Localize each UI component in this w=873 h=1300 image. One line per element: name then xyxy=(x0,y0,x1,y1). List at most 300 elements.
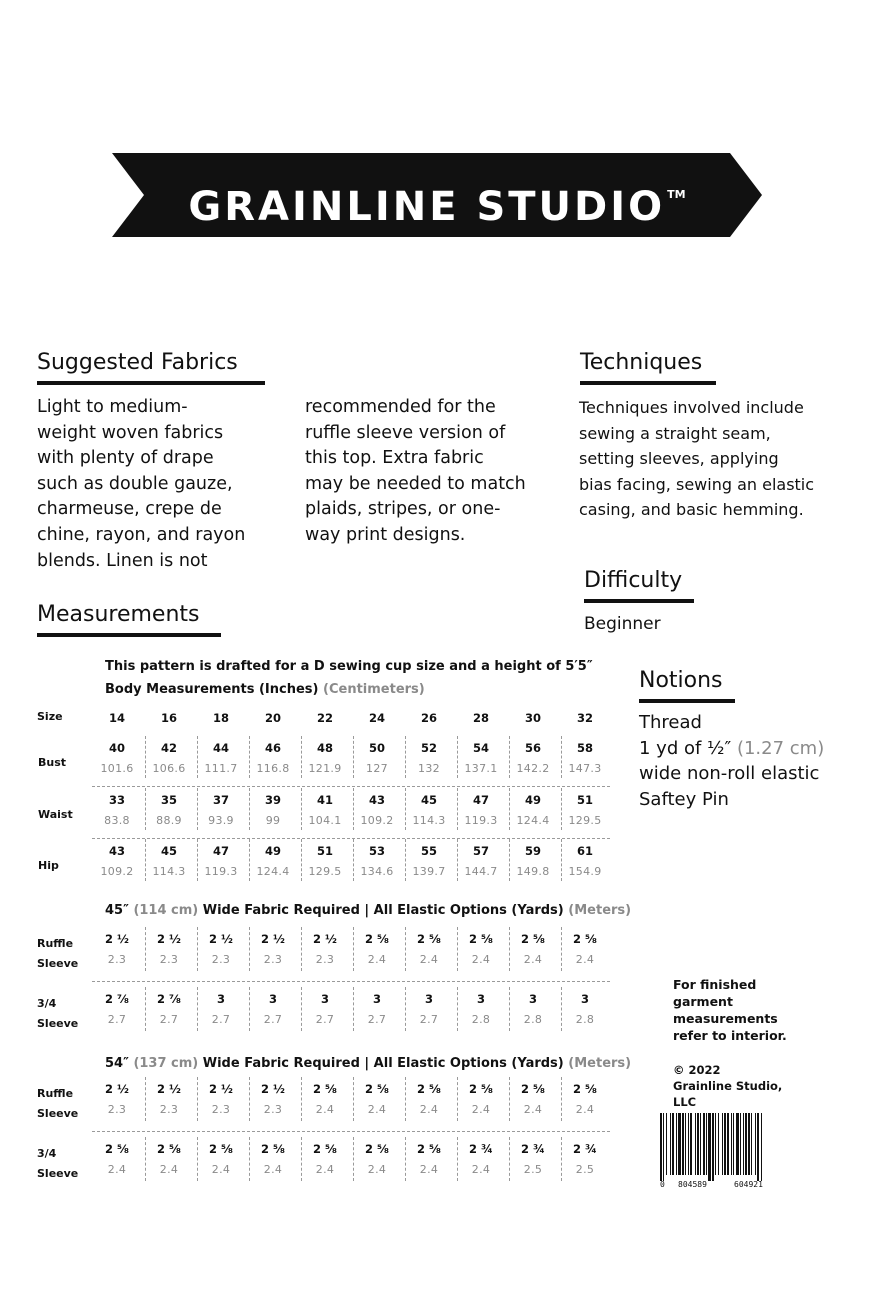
text-line: such as double gauze, xyxy=(37,473,233,494)
column-divider xyxy=(561,987,562,1031)
meter-cell: 2.7 xyxy=(211,1013,231,1026)
yard-cell: 2 ¾ xyxy=(521,1142,545,1156)
body-measurements-title xyxy=(105,682,425,697)
copyright-line: © 2022 xyxy=(673,1063,721,1077)
text-line: charmeuse, crepe de xyxy=(37,499,222,520)
cm-cell: 127 xyxy=(366,762,388,775)
cm-cell: 121.9 xyxy=(308,762,342,775)
barcode-bar xyxy=(663,1113,664,1181)
barcode-bar xyxy=(690,1113,692,1175)
cm-cell: 93.9 xyxy=(208,814,234,827)
barcode-bar xyxy=(745,1113,747,1175)
meter-cell: 2.8 xyxy=(575,1013,595,1026)
yard-cell: 2 ⅝ xyxy=(365,1082,389,1096)
meter-cell: 2.4 xyxy=(315,1103,335,1116)
barcode-bar xyxy=(743,1113,744,1175)
barcode-bar xyxy=(678,1113,681,1175)
inch-cell: 46 xyxy=(264,741,281,755)
meter-cell: 2.3 xyxy=(159,953,179,966)
inch-cell: 53 xyxy=(368,844,385,858)
inch-cell: 48 xyxy=(316,741,333,755)
yard-cell: 3 xyxy=(580,992,589,1006)
measurements-heading: Measurements xyxy=(37,602,221,637)
column-divider xyxy=(145,839,146,881)
column-divider xyxy=(145,1137,146,1181)
meter-cell: 2.3 xyxy=(107,1103,127,1116)
row-label-bust: Bust xyxy=(38,756,67,769)
yard-cell: 2 ½ xyxy=(157,932,181,946)
meter-cell: 2.4 xyxy=(315,1163,335,1176)
meter-cell: 2.4 xyxy=(211,1163,231,1176)
text-line: way print designs. xyxy=(305,524,466,545)
yard-cell: 2 ⅝ xyxy=(157,1142,181,1156)
barcode-bar xyxy=(672,1113,674,1175)
cm-cell: 109.2 xyxy=(100,865,134,878)
barcode-bar xyxy=(676,1113,677,1175)
barcode-digit-left: 0 xyxy=(660,1180,665,1189)
techniques-text xyxy=(579,395,864,523)
yard-cell: 2 ⅝ xyxy=(521,932,545,946)
barcode xyxy=(660,1113,796,1193)
yard-cell: 2 ½ xyxy=(209,1082,233,1096)
barcode-bar xyxy=(740,1113,741,1175)
column-divider xyxy=(145,1077,146,1121)
column-divider xyxy=(509,839,510,881)
yard-cell: 2 ⅝ xyxy=(105,1142,129,1156)
inch-cell: 52 xyxy=(420,741,437,755)
row-label: Ruffle xyxy=(37,1087,74,1100)
column-divider xyxy=(249,736,250,778)
inch-cell: 49 xyxy=(264,844,281,858)
column-divider xyxy=(301,927,302,971)
row-label: 3/4 xyxy=(37,997,57,1010)
yard-cell: 2 ⅝ xyxy=(521,1082,545,1096)
column-divider xyxy=(197,1077,198,1121)
column-divider xyxy=(353,839,354,881)
meter-cell: 2.3 xyxy=(263,1103,283,1116)
barcode-bar xyxy=(712,1113,714,1181)
column-divider xyxy=(197,1137,198,1181)
meter-cell: 2.4 xyxy=(159,1163,179,1176)
meter-cell: 2.4 xyxy=(367,1103,387,1116)
cm-cell: 119.3 xyxy=(204,865,238,878)
inch-cell: 45 xyxy=(420,793,437,807)
notions-heading: Notions xyxy=(639,668,735,703)
cm-cell: 106.6 xyxy=(152,762,186,775)
cm-cell: 129.5 xyxy=(568,814,602,827)
column-divider xyxy=(561,736,562,778)
yard-cell: 2 ⅝ xyxy=(469,1082,493,1096)
meter-cell: 2.4 xyxy=(523,1103,543,1116)
column-divider xyxy=(197,839,198,881)
column-divider xyxy=(561,1137,562,1181)
yard-cell: 2 ⅝ xyxy=(313,1142,337,1156)
inch-cell: 43 xyxy=(368,793,385,807)
difficulty-heading: Difficulty xyxy=(584,568,694,603)
column-divider xyxy=(405,839,406,881)
column-divider xyxy=(197,927,198,971)
inch-cell: 43 xyxy=(108,844,125,858)
barcode-bar xyxy=(748,1113,750,1175)
inch-cell: 55 xyxy=(420,844,437,858)
size-cell: 16 xyxy=(160,711,177,725)
barcode-bar xyxy=(700,1113,701,1175)
column-divider xyxy=(197,987,198,1031)
row-label: Sleeve xyxy=(37,1017,79,1030)
row-label: Sleeve xyxy=(37,1167,79,1180)
yard-cell: 3 xyxy=(372,992,381,1006)
cm-cell: 88.9 xyxy=(156,814,182,827)
meter-cell: 2.7 xyxy=(159,1013,179,1026)
inch-cell: 47 xyxy=(212,844,229,858)
barcode-bar xyxy=(695,1113,696,1175)
barcode-digits-mid1: 804589 xyxy=(678,1180,707,1189)
cm-cell: 154.9 xyxy=(568,865,602,878)
note-line: garment xyxy=(673,994,733,1009)
notion-elastic xyxy=(639,736,824,762)
draft-note: This pattern is drafted for a D sewing cup size and a height of 5′5″ xyxy=(105,659,593,674)
text-line: blends. Linen is not xyxy=(37,550,208,571)
meter-cell: 2.3 xyxy=(107,953,127,966)
text-line: chine, rayon, and rayon xyxy=(37,524,246,545)
cm-cell: 114.3 xyxy=(412,814,446,827)
inch-cell: 51 xyxy=(576,793,593,807)
cm-cell: 104.1 xyxy=(308,814,342,827)
meter-cell: 2.8 xyxy=(523,1013,543,1026)
meter-cell: 2.7 xyxy=(107,1013,127,1026)
barcode-bar xyxy=(727,1113,729,1175)
inch-cell: 61 xyxy=(576,844,593,858)
column-divider xyxy=(301,788,302,830)
yard-cell: 2 ¾ xyxy=(469,1142,493,1156)
column-divider xyxy=(301,736,302,778)
column-divider xyxy=(145,788,146,830)
barcode-bars xyxy=(660,1113,796,1181)
yard-cell: 2 ⅝ xyxy=(573,1082,597,1096)
size-cell: 14 xyxy=(108,711,125,725)
column-divider xyxy=(509,736,510,778)
meter-cell: 2.4 xyxy=(367,953,387,966)
size-cell: 28 xyxy=(472,711,489,725)
meter-cell: 2.4 xyxy=(419,1163,439,1176)
yard-cell: 2 ⅝ xyxy=(261,1142,285,1156)
yard-cell: 2 ½ xyxy=(261,1082,285,1096)
fabric45-title xyxy=(105,903,631,918)
column-divider xyxy=(145,736,146,778)
inch-cell: 41 xyxy=(316,793,333,807)
text-line: with plenty of drape xyxy=(37,448,214,469)
yard-cell: 3 xyxy=(424,992,433,1006)
column-divider xyxy=(353,1137,354,1181)
text-line: ruffle sleeve version of xyxy=(305,422,506,443)
cm-cell: 142.2 xyxy=(516,762,550,775)
meter-cell: 2.5 xyxy=(575,1163,595,1176)
column-divider xyxy=(405,788,406,830)
column-divider xyxy=(353,788,354,830)
meter-cell: 2.4 xyxy=(263,1163,283,1176)
row-label-hip: Hip xyxy=(38,859,59,872)
brand-logo xyxy=(112,153,762,237)
barcode-bar xyxy=(751,1113,752,1175)
copyright xyxy=(673,1062,823,1110)
title-metric: (Meters) xyxy=(568,903,632,918)
meter-cell: 2.3 xyxy=(159,1103,179,1116)
cm-cell: 114.3 xyxy=(152,865,186,878)
row-label-waist: Waist xyxy=(38,808,73,821)
column-divider xyxy=(509,1137,510,1181)
barcode-bar xyxy=(670,1113,671,1175)
column-divider xyxy=(249,1077,250,1121)
column-divider xyxy=(457,1077,458,1121)
column-divider xyxy=(509,1077,510,1121)
copyright-line: Grainline Studio, xyxy=(673,1079,783,1093)
column-divider xyxy=(405,1137,406,1181)
column-divider xyxy=(301,1137,302,1181)
cm-cell: 137.1 xyxy=(464,762,498,775)
column-divider xyxy=(405,987,406,1031)
barcode-bar xyxy=(708,1113,711,1181)
size-cell: 18 xyxy=(212,711,229,725)
fabric-width: 45″ xyxy=(105,903,129,918)
column-divider xyxy=(509,987,510,1031)
trademark-mark: TM xyxy=(667,188,686,201)
barcode-bar xyxy=(666,1113,667,1175)
barcode-bar xyxy=(697,1113,699,1175)
size-cell: 30 xyxy=(524,711,541,725)
yard-cell: 3 xyxy=(476,992,485,1006)
barcode-bar xyxy=(731,1113,732,1175)
inch-cell: 45 xyxy=(160,844,177,858)
cm-cell: 124.4 xyxy=(516,814,550,827)
row-divider xyxy=(92,786,610,787)
barcode-bar xyxy=(761,1113,762,1181)
elastic-metric: (1.27 cm) xyxy=(736,737,825,759)
cm-cell: 144.7 xyxy=(464,865,498,878)
text-line: bias facing, sewing an elastic xyxy=(579,474,815,494)
text-line: casing, and basic hemming. xyxy=(579,500,804,519)
cm-cell: 129.5 xyxy=(308,865,342,878)
meter-cell: 2.7 xyxy=(367,1013,387,1026)
column-divider xyxy=(353,927,354,971)
inch-cell: 49 xyxy=(524,793,541,807)
inch-cell: 54 xyxy=(472,741,489,755)
title-text: Wide Fabric Required | All Elastic Options (Yards) xyxy=(202,903,564,918)
inch-cell: 33 xyxy=(108,793,125,807)
column-divider xyxy=(561,927,562,971)
fabrics-text-col2 xyxy=(305,395,565,549)
text-line: Techniques involved include xyxy=(579,398,804,417)
barcode-bar xyxy=(722,1113,723,1175)
brand-name: GRAINLINE STUDIO xyxy=(188,184,666,230)
column-divider xyxy=(457,736,458,778)
cm-cell: 99 xyxy=(265,814,281,827)
notion-thread: Thread xyxy=(639,712,702,733)
cm-cell: 149.8 xyxy=(516,865,550,878)
size-label: Size xyxy=(37,710,63,723)
column-divider xyxy=(457,788,458,830)
column-divider xyxy=(509,927,510,971)
notion-elastic-desc: wide non-roll elastic xyxy=(639,763,820,785)
column-divider xyxy=(301,839,302,881)
meter-cell: 2.4 xyxy=(471,1103,491,1116)
column-divider xyxy=(405,927,406,971)
fabric54-title xyxy=(105,1056,631,1071)
yard-cell: 2 ⅝ xyxy=(365,932,389,946)
barcode-bar xyxy=(685,1113,686,1175)
text-line: Light to medium- xyxy=(37,397,188,417)
title-metric: (Centimeters) xyxy=(323,682,425,697)
cm-cell: 111.7 xyxy=(204,762,238,775)
elastic-length: 1 yd of ½″ xyxy=(639,737,732,759)
size-cell: 20 xyxy=(264,711,281,725)
cm-cell: 132 xyxy=(418,762,440,775)
text-line: sewing a straight seam, xyxy=(579,423,771,443)
meter-cell: 2.4 xyxy=(367,1163,387,1176)
yard-cell: 3 xyxy=(320,992,329,1006)
fabric-width-metric: (137 cm) xyxy=(133,1056,199,1071)
column-divider xyxy=(457,987,458,1031)
column-divider xyxy=(197,736,198,778)
column-divider xyxy=(405,736,406,778)
yard-cell: 2 ¾ xyxy=(573,1142,597,1156)
yard-cell: 2 ⅝ xyxy=(417,932,441,946)
size-cell: 26 xyxy=(420,711,437,725)
row-label: Sleeve xyxy=(37,1107,79,1120)
column-divider xyxy=(457,927,458,971)
inch-cell: 56 xyxy=(524,741,541,755)
column-divider xyxy=(561,788,562,830)
brand-banner xyxy=(112,153,762,237)
row-divider xyxy=(92,838,610,839)
barcode-bar xyxy=(724,1113,726,1175)
barcode-bar xyxy=(688,1113,689,1175)
yard-cell: 2 ⅝ xyxy=(365,1142,389,1156)
column-divider xyxy=(197,788,198,830)
yard-cell: 2 ½ xyxy=(105,1082,129,1096)
size-cell: 24 xyxy=(368,711,385,725)
barcode-bar xyxy=(718,1113,719,1175)
yard-cell: 2 ½ xyxy=(157,1082,181,1096)
techniques-heading: Techniques xyxy=(580,350,716,385)
barcode-bar xyxy=(755,1113,756,1175)
yard-cell: 2 ⅝ xyxy=(209,1142,233,1156)
meter-cell: 2.4 xyxy=(575,1103,595,1116)
text-line: weight woven fabrics xyxy=(37,422,224,443)
finished-measurements-note xyxy=(673,976,833,1044)
cm-cell: 147.3 xyxy=(568,762,602,775)
text-line: plaids, stripes, or one- xyxy=(305,499,501,520)
inch-cell: 57 xyxy=(472,844,489,858)
meter-cell: 2.4 xyxy=(523,953,543,966)
column-divider xyxy=(353,987,354,1031)
barcode-bar xyxy=(715,1113,716,1175)
cm-cell: 116.8 xyxy=(256,762,290,775)
title-text: Body Measurements (Inches) xyxy=(105,682,319,697)
meter-cell: 2.7 xyxy=(263,1013,283,1026)
inch-cell: 40 xyxy=(108,741,125,755)
text-line: setting sleeves, applying xyxy=(579,449,779,468)
fabrics-text-col1 xyxy=(37,395,277,574)
meter-cell: 2.3 xyxy=(263,953,283,966)
size-cell: 22 xyxy=(316,711,333,725)
inch-cell: 42 xyxy=(160,741,177,755)
note-line: For finished xyxy=(673,977,757,992)
meter-cell: 2.7 xyxy=(315,1013,335,1026)
inch-cell: 50 xyxy=(368,741,385,755)
column-divider xyxy=(145,987,146,1031)
yard-cell: 2 ⅞ xyxy=(105,992,129,1006)
column-divider xyxy=(301,1077,302,1121)
yard-cell: 2 ½ xyxy=(105,932,129,946)
inch-cell: 51 xyxy=(316,844,333,858)
column-divider xyxy=(509,788,510,830)
barcode-bar xyxy=(660,1113,662,1181)
yard-cell: 2 ½ xyxy=(261,932,285,946)
row-divider xyxy=(92,1131,610,1132)
column-divider xyxy=(457,839,458,881)
yard-cell: 2 ⅝ xyxy=(313,1082,337,1096)
barcode-bar xyxy=(706,1113,707,1175)
cm-cell: 139.7 xyxy=(412,865,446,878)
note-line: measurements xyxy=(673,1011,778,1026)
notion-pin: Saftey Pin xyxy=(639,788,729,810)
title-metric: (Meters) xyxy=(568,1056,632,1071)
text-line: may be needed to match xyxy=(305,473,526,494)
column-divider xyxy=(457,1137,458,1181)
yard-cell: 3 xyxy=(216,992,225,1006)
column-divider xyxy=(301,987,302,1031)
barcode-bar xyxy=(757,1113,759,1181)
yard-cell: 2 ⅝ xyxy=(573,932,597,946)
meter-cell: 2.4 xyxy=(471,953,491,966)
inch-cell: 47 xyxy=(472,793,489,807)
column-divider xyxy=(353,1077,354,1121)
column-divider xyxy=(249,839,250,881)
barcode-bar xyxy=(733,1113,734,1175)
row-label: Sleeve xyxy=(37,957,79,970)
meter-cell: 2.4 xyxy=(419,953,439,966)
meter-cell: 2.4 xyxy=(575,953,595,966)
suggested-fabrics-heading: Suggested Fabrics xyxy=(37,350,265,385)
cm-cell: 101.6 xyxy=(100,762,134,775)
yard-cell: 2 ½ xyxy=(209,932,233,946)
column-divider xyxy=(405,1077,406,1121)
fabric-width: 54″ xyxy=(105,1056,129,1071)
meter-cell: 2.3 xyxy=(211,1103,231,1116)
yard-cell: 2 ⅝ xyxy=(469,932,493,946)
barcode-bar xyxy=(703,1113,705,1175)
column-divider xyxy=(249,1137,250,1181)
column-divider xyxy=(249,987,250,1031)
cm-cell: 109.2 xyxy=(360,814,394,827)
barcode-bar xyxy=(682,1113,684,1175)
copyright-line: LLC xyxy=(673,1095,697,1109)
row-divider xyxy=(92,981,610,982)
meter-cell: 2.3 xyxy=(315,953,335,966)
note-line: refer to interior. xyxy=(673,1028,787,1043)
meter-cell: 2.4 xyxy=(419,1103,439,1116)
yard-cell: 2 ⅝ xyxy=(417,1082,441,1096)
meter-cell: 2.5 xyxy=(523,1163,543,1176)
column-divider xyxy=(353,736,354,778)
meter-cell: 2.4 xyxy=(107,1163,127,1176)
row-label: 3/4 xyxy=(37,1147,57,1160)
text-line: recommended for the xyxy=(305,397,496,417)
yard-cell: 2 ½ xyxy=(313,932,337,946)
fabric-width-metric: (114 cm) xyxy=(133,903,199,918)
column-divider xyxy=(145,927,146,971)
column-divider xyxy=(561,1077,562,1121)
